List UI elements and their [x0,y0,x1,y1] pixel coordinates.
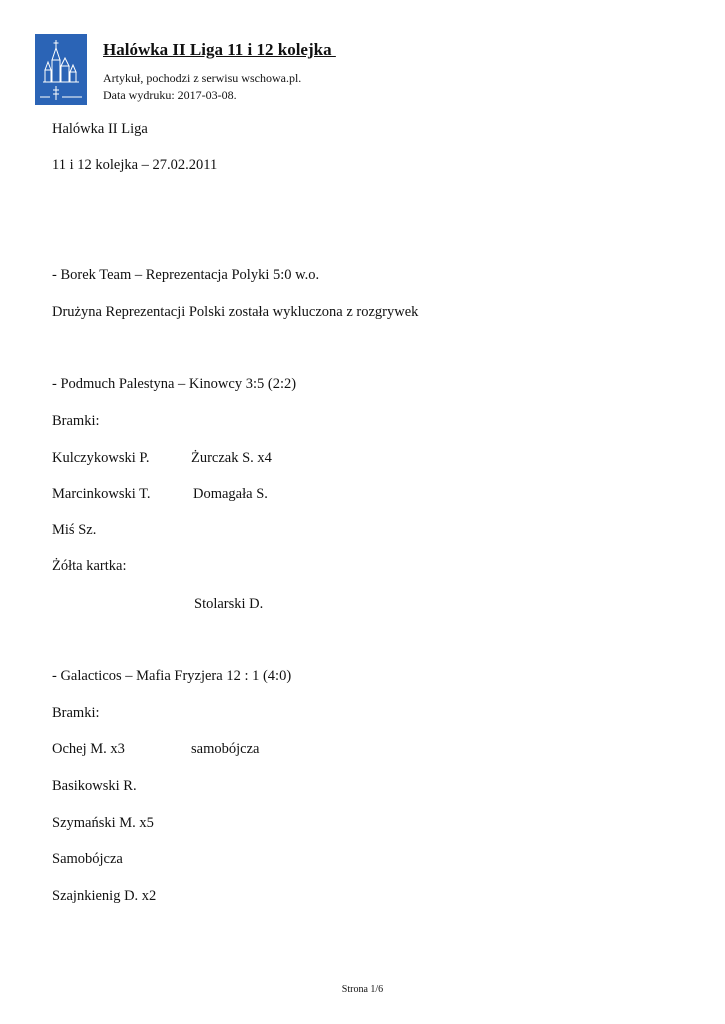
match3-scorer-right: samobójcza [191,741,260,757]
match3-scorer-left: Szajnkienig D. x2 [52,888,157,904]
site-logo [35,34,87,105]
source-line: Artykuł, pochodzi z serwisu wschowa.pl. [103,71,302,85]
match3-scorer-left: Szymański M. x5 [52,815,154,831]
match3-scorer-left: Basikowski R. [52,778,137,794]
match2-scorer-right: Żurczak S. x4 [191,450,272,466]
match3-scorer-left: Ochej M. x3 [52,741,125,757]
match3-title: - Galacticos – Mafia Fryzjera 12 : 1 (4:0) [52,668,292,684]
match2-scorer-left: Kulczykowski P. [52,450,150,466]
match2-goals-label: Bramki: [52,413,100,429]
match2-scorer-right: Domagała S. [193,486,268,502]
article-heading: Halówka II Liga [52,121,148,137]
church-logo-icon [35,34,87,105]
match2-scorer-left: Marcinkowski T. [52,486,151,502]
match2-yellow-player: Stolarski D. [194,596,264,612]
document-title: Halówka II Liga 11 i 12 kolejka [103,40,336,59]
match1-title: - Borek Team – Reprezentacja Polyki 5:0 w.o. [52,267,320,283]
match3-scorer-left: Samobójcza [52,851,123,867]
round-info: 11 i 12 kolejka – 27.02.2011 [52,157,218,173]
match2-yellow-label: Żółta kartka: [52,558,127,574]
match3-goals-label: Bramki: [52,705,100,721]
page-number: Strona 1/6 [341,984,384,995]
match2-scorer-left: Miś Sz. [52,522,97,538]
print-date: Data wydruku: 2017-03-08. [103,88,237,102]
match1-note: Drużyna Reprezentacji Polski została wykluczona z rozgrywek [52,304,419,320]
match2-title: - Podmuch Palestyna – Kinowcy 3:5 (2:2) [52,376,297,392]
